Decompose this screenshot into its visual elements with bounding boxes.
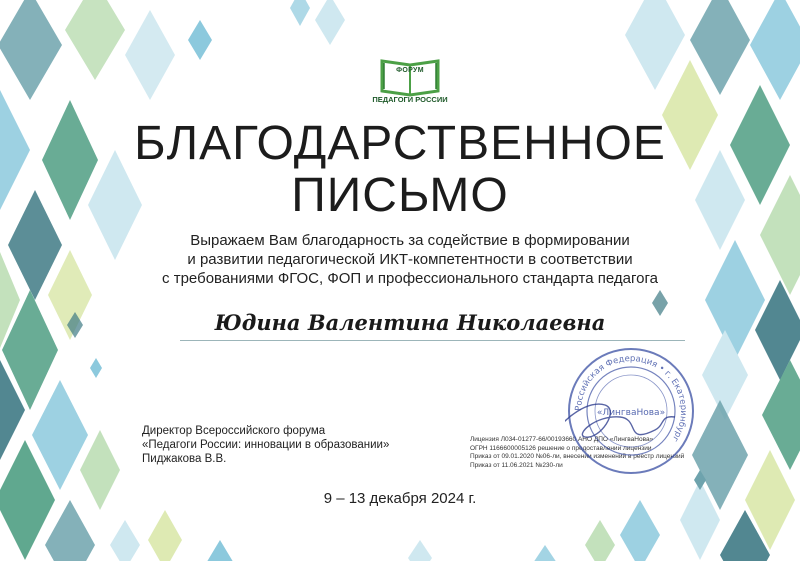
director-title: Директор Всероссийского форума — [142, 425, 326, 437]
gratitude-text — [100, 231, 720, 288]
logo-bottom-text: ПЕДАГОГИ РОССИИ — [372, 95, 448, 104]
license-line-4: Приказ от 11.06.2021 №230-ли — [470, 461, 563, 469]
forum-logo — [360, 55, 460, 107]
director-signature-block — [142, 424, 462, 466]
diamond — [625, 0, 685, 90]
diamond — [585, 520, 615, 561]
recipient-name: Юдина Валентина Николаевна — [214, 310, 606, 335]
event-date: 9 – 13 декабря 2024 г. — [323, 490, 477, 507]
diamond — [750, 0, 800, 100]
diamond — [148, 510, 182, 561]
diamond — [0, 0, 62, 100]
diamond — [290, 0, 310, 26]
logo-top-text: ФОРУМ — [396, 67, 424, 74]
gratitude-line-3: с требованиями ФГОС, ФОП и профессионального стандарта педагога — [162, 270, 658, 287]
diamond — [90, 358, 102, 378]
forum-name: «Педагоги России: инновации в образовании» — [142, 439, 390, 451]
title-line-2: ПИСЬМО — [291, 169, 509, 222]
diamond — [620, 500, 660, 561]
diamond — [408, 540, 432, 561]
diamond — [65, 0, 125, 80]
license-line-1: Лицензия Л034-01277-66/00193660 АНО ДПО «ЛингваНова» — [470, 436, 654, 443]
diamond — [188, 20, 212, 60]
diamond — [45, 500, 95, 561]
gratitude-line-1: Выражаем Вам благодарность за содействие в формировании — [190, 232, 630, 249]
diamond — [205, 540, 235, 561]
license-line-2: ОГРН 1166600005126 решение о предоставлении лицензии — [470, 444, 652, 452]
diamond — [315, 0, 345, 45]
gratitude-line-2: и развитии педагогической ИКТ-компетентности в соответствии — [187, 251, 633, 268]
diamond — [110, 520, 140, 561]
director-name: Пиджакова В.В. — [142, 453, 227, 465]
stamp-center-text: «ЛингваНова» — [596, 408, 666, 418]
license-line-3: Приказ от 09.01.2020 №06-ли, внесении изменений в реестр лицензий — [470, 453, 685, 460]
organization-stamp — [565, 345, 697, 477]
stamp-ring-text: Российская Федерация • г. Екатеринбург — [573, 353, 689, 444]
diamond — [533, 545, 557, 561]
diamond — [125, 10, 175, 100]
name-underline — [180, 340, 685, 341]
title-line-1: БЛАГОДАРСТВЕННОЕ — [134, 117, 666, 170]
